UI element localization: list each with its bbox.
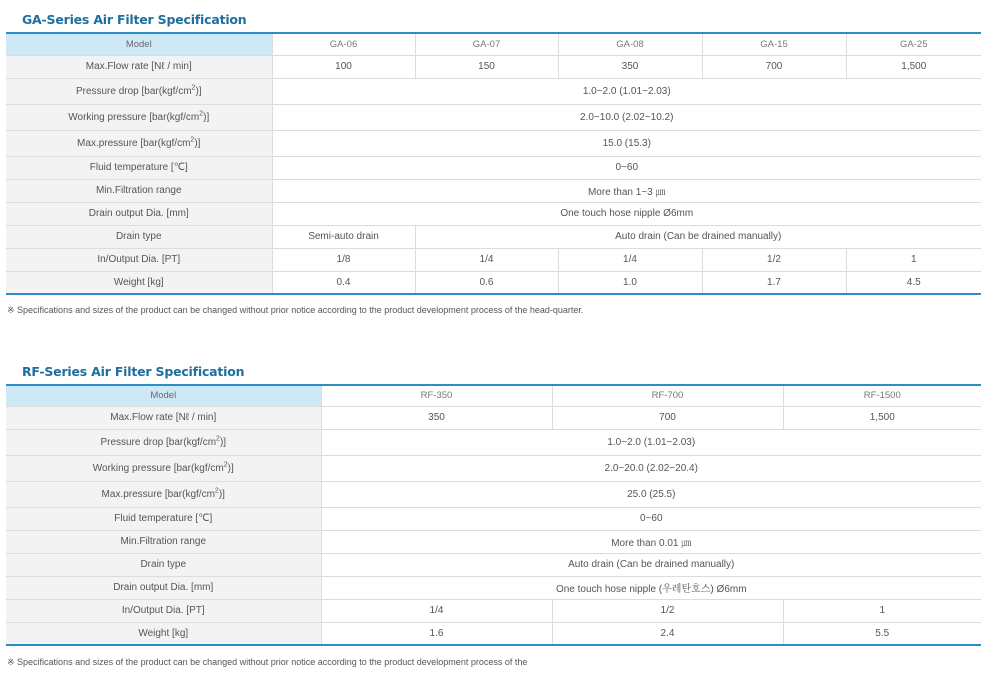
row-label: Max.Flow rate [Nℓ / min] xyxy=(6,55,272,78)
table-row xyxy=(6,406,981,429)
row-label-text: Pressure drop [bar(kgf/cm xyxy=(100,436,217,448)
row-label-text: Working pressure [bar(kgf/cm xyxy=(92,462,224,474)
table-cell: 1/8 xyxy=(272,248,415,271)
table-cell: 0.6 xyxy=(415,271,558,294)
table-cell: 2.4 xyxy=(552,622,783,645)
row-label-text: Max.pressure [bar(kgf/cm xyxy=(101,488,215,500)
table-row xyxy=(6,225,981,248)
table-row xyxy=(6,248,981,271)
table-cell: 1,500 xyxy=(783,406,981,429)
table-cell: 1.0 xyxy=(558,271,702,294)
table-cell: 1.0~2.0 (1.01~2.03) xyxy=(321,429,981,455)
superscript: 2 xyxy=(191,84,196,92)
table-row xyxy=(6,130,981,156)
rf-footnote: ※ Specifications and sizes of the product can be changed without prior notice according to the product development process of the xyxy=(7,657,528,667)
rf-model-col: RF-1500 xyxy=(783,385,981,406)
table-cell: 2.0~20.0 (2.02~20.4) xyxy=(321,455,981,481)
table-cell: More than 1~3 ㎛ xyxy=(272,179,981,202)
table-cell: 0~60 xyxy=(272,156,981,179)
row-label: Min.Filtration range xyxy=(6,530,321,553)
table-cell: 1.0~2.0 (1.01~2.03) xyxy=(272,78,981,104)
table-cell: Auto drain (Can be drained manually) xyxy=(415,225,981,248)
table-row xyxy=(6,156,981,179)
rf-model-col: RF-350 xyxy=(321,385,552,406)
superscript: 2 xyxy=(223,461,228,469)
row-label-text: Working pressure [bar(kgf/cm xyxy=(68,111,200,123)
row-label xyxy=(6,130,272,156)
ga-model-col: GA-06 xyxy=(272,33,415,55)
rf-header-row xyxy=(6,385,981,406)
table-row xyxy=(6,104,981,130)
row-label-text: Pressure drop [bar(kgf/cm xyxy=(75,85,192,97)
row-label-text-end: )] xyxy=(194,137,201,149)
table-cell: 1/2 xyxy=(702,248,846,271)
table-cell: 1 xyxy=(846,248,981,271)
table-cell: 350 xyxy=(558,55,702,78)
ga-model-col: GA-15 xyxy=(702,33,846,55)
table-cell: 1.7 xyxy=(702,271,846,294)
row-label xyxy=(6,429,321,455)
ga-footnote: ※ Specifications and sizes of the product can be changed without prior notice according to the product development process of the head-quarter. xyxy=(7,305,584,315)
table-cell: 0~60 xyxy=(321,507,981,530)
table-cell: 1/2 xyxy=(552,599,783,622)
table-cell: 1,500 xyxy=(846,55,981,78)
table-row xyxy=(6,78,981,104)
table-cell: Auto drain (Can be drained manually) xyxy=(321,553,981,576)
superscript: 2 xyxy=(199,110,204,118)
superscript: 2 xyxy=(190,136,195,144)
table-row xyxy=(6,553,981,576)
row-label-text: Max.pressure [bar(kgf/cm xyxy=(77,137,191,149)
ga-model-col: GA-25 xyxy=(846,33,981,55)
table-cell: One touch hose nipple (우레탄호스) Ø6mm xyxy=(321,576,981,599)
row-label-text-end: )] xyxy=(203,111,210,123)
row-label xyxy=(6,455,321,481)
table-row xyxy=(6,429,981,455)
table-row xyxy=(6,481,981,507)
row-label: Fluid temperature [℃] xyxy=(6,156,272,179)
ga-model-header: Model xyxy=(6,33,272,55)
superscript: 2 xyxy=(214,487,219,495)
row-label-text-end: )] xyxy=(219,436,227,448)
table-row xyxy=(6,179,981,202)
table-cell: More than 0.01 ㎛ xyxy=(321,530,981,553)
table-cell: 1 xyxy=(783,599,981,622)
row-label: In/Output Dia. [PT] xyxy=(6,248,272,271)
rf-model-header: Model xyxy=(6,385,321,406)
rf-spec-table xyxy=(6,384,981,646)
rf-section-title: RF-Series Air Filter Specification xyxy=(22,364,245,379)
table-row xyxy=(6,271,981,294)
table-row xyxy=(6,530,981,553)
rf-model-col: RF-700 xyxy=(552,385,783,406)
row-label xyxy=(6,104,272,130)
table-cell: 700 xyxy=(552,406,783,429)
table-cell: 150 xyxy=(415,55,558,78)
row-label xyxy=(6,481,321,507)
table-row xyxy=(6,455,981,481)
row-label: Min.Filtration range xyxy=(6,179,272,202)
ga-spec-table xyxy=(6,32,981,295)
table-cell: 25.0 (25.5) xyxy=(321,481,981,507)
row-label: Drain output Dia. [mm] xyxy=(6,576,321,599)
table-row xyxy=(6,599,981,622)
ga-model-col: GA-08 xyxy=(558,33,702,55)
row-label: Weight [kg] xyxy=(6,622,321,645)
table-row xyxy=(6,507,981,530)
ga-model-col: GA-07 xyxy=(415,33,558,55)
superscript: 2 xyxy=(216,435,220,443)
table-cell: 1/4 xyxy=(321,599,552,622)
table-cell: 350 xyxy=(321,406,552,429)
row-label xyxy=(6,78,272,104)
table-cell: 0.4 xyxy=(272,271,415,294)
row-label: Weight [kg] xyxy=(6,271,272,294)
table-cell: 100 xyxy=(272,55,415,78)
row-label: Drain output Dia. [mm] xyxy=(6,202,272,225)
table-cell: 15.0 (15.3) xyxy=(272,130,981,156)
ga-section-title: GA-Series Air Filter Specification xyxy=(22,12,247,27)
row-label-text-end: )] xyxy=(227,462,234,474)
ga-header-row xyxy=(6,33,981,55)
table-cell: 5.5 xyxy=(783,622,981,645)
row-label: Fluid temperature [℃] xyxy=(6,507,321,530)
table-cell: 700 xyxy=(702,55,846,78)
table-cell: 1/4 xyxy=(415,248,558,271)
table-cell: 1/4 xyxy=(558,248,702,271)
table-cell: 1.6 xyxy=(321,622,552,645)
table-cell: 4.5 xyxy=(846,271,981,294)
table-cell: 2.0~10.0 (2.02~10.2) xyxy=(272,104,981,130)
table-cell: One touch hose nipple Ø6mm xyxy=(272,202,981,225)
table-cell: Semi-auto drain xyxy=(272,225,415,248)
table-row xyxy=(6,55,981,78)
row-label-text-end: )] xyxy=(195,85,202,97)
row-label: Max.Flow rate [Nℓ / min] xyxy=(6,406,321,429)
table-row xyxy=(6,622,981,645)
table-row xyxy=(6,576,981,599)
row-label: Drain type xyxy=(6,553,321,576)
table-row xyxy=(6,202,981,225)
row-label: In/Output Dia. [PT] xyxy=(6,599,321,622)
row-label: Drain type xyxy=(6,225,272,248)
row-label-text-end: )] xyxy=(218,488,225,500)
